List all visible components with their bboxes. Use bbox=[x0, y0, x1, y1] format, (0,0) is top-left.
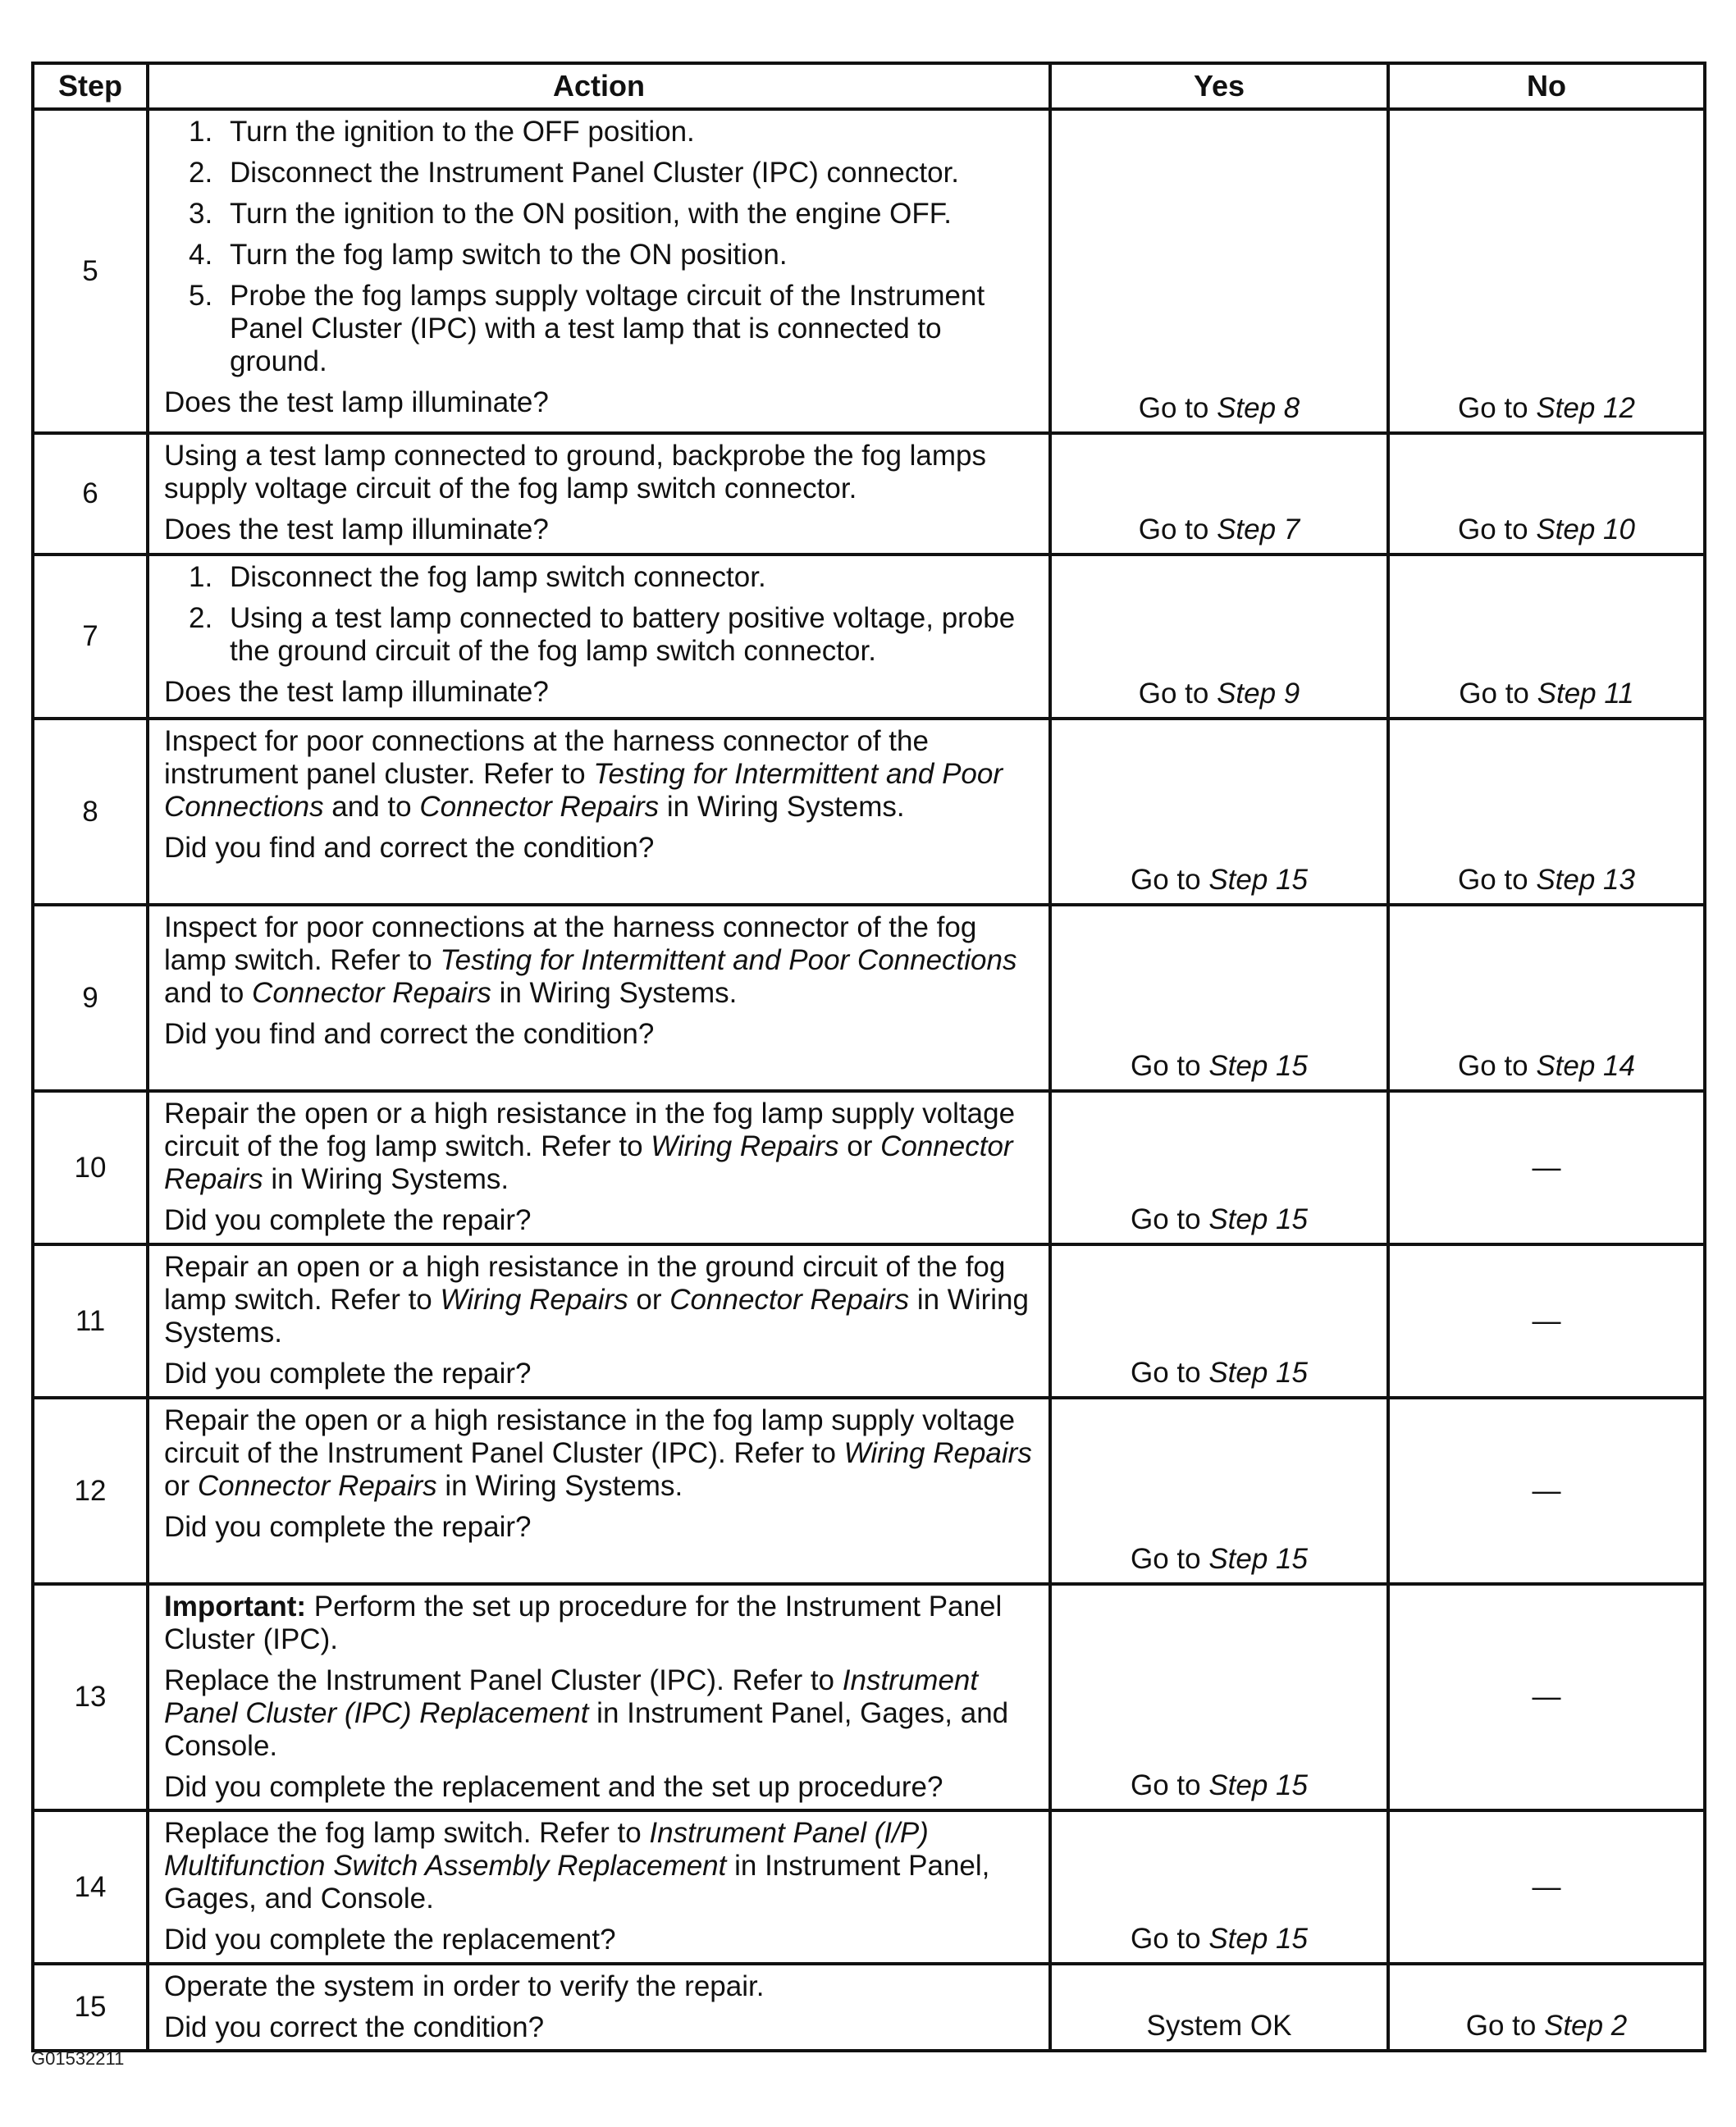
table-row bbox=[33, 433, 1705, 555]
yes-result-text: Go to bbox=[1138, 513, 1217, 545]
procedure-item-text: Disconnect the Instrument Panel Cluster (IPC) connector. bbox=[230, 157, 960, 189]
no-result-text: Go to bbox=[1458, 864, 1537, 896]
action-cell bbox=[148, 555, 1050, 719]
action-text: Using a test lamp connected to ground, backprobe the fog lamps supply voltage circuit of the fog lamp switch connector. bbox=[164, 440, 986, 504]
no-result bbox=[1388, 1810, 1705, 1964]
procedure-item-number: 2. bbox=[189, 602, 213, 634]
action-text: in Instrument Panel, Gages, and Console. bbox=[164, 1697, 1009, 1762]
no-result-dash: — bbox=[1532, 1870, 1561, 1903]
action-text: or bbox=[628, 1284, 670, 1316]
diagnostic-table bbox=[31, 62, 1706, 2052]
no-result bbox=[1388, 1091, 1705, 1244]
header-yes: Yes bbox=[1050, 63, 1388, 109]
yes-result-step-ref: Step 15 bbox=[1208, 1543, 1308, 1575]
no-result bbox=[1388, 1244, 1705, 1398]
action-cell bbox=[148, 1964, 1050, 2051]
header-no: No bbox=[1388, 63, 1705, 109]
yes-result-text: Go to bbox=[1131, 1357, 1209, 1389]
action-text: Replace the Instrument Panel Cluster (IPC). Refer to bbox=[164, 1664, 843, 1696]
action-cell bbox=[148, 1091, 1050, 1244]
reference-link-text: Instrument Panel (I/P) Multifunction Switch Assembly Replacement bbox=[164, 1817, 929, 1882]
action-paragraph bbox=[164, 911, 1037, 1010]
action-text: Perform the set up procedure for the Instrument Panel Cluster (IPC). bbox=[164, 1591, 1003, 1655]
action-cell bbox=[148, 719, 1050, 905]
no-result-text: Go to bbox=[1459, 678, 1537, 710]
no-result bbox=[1388, 905, 1705, 1091]
figure-id: G01532211 bbox=[31, 2048, 125, 2069]
procedure-list bbox=[164, 561, 1037, 668]
yes-result-step-ref: Step 8 bbox=[1217, 392, 1300, 424]
yes-result bbox=[1050, 1091, 1388, 1244]
action-text: Inspect for poor connections at the harness connector of the instrument panel cluster. Refer to bbox=[164, 725, 929, 790]
reference-link-text: Testing for Intermittent and Poor Connections bbox=[440, 944, 1017, 976]
step-number: 15 bbox=[33, 1964, 148, 2051]
action-question: Did you find and correct the condition? bbox=[164, 832, 655, 864]
action-question: Does the test lamp illuminate? bbox=[164, 386, 549, 418]
action-paragraph bbox=[164, 1817, 1037, 1915]
reference-link-text: Wiring Repairs bbox=[843, 1437, 1032, 1469]
yes-result-text: Go to bbox=[1131, 1050, 1209, 1082]
step-number: 9 bbox=[33, 905, 148, 1091]
yes-result bbox=[1050, 1810, 1388, 1964]
yes-result bbox=[1050, 433, 1388, 555]
action-text: in Wiring Systems. bbox=[164, 1284, 1029, 1349]
action-text: Repair an open or a high resistance in the ground circuit of the fog lamp switch. Refer to bbox=[164, 1251, 1006, 1316]
yes-result-step-ref: Step 15 bbox=[1208, 1203, 1308, 1235]
reference-link-text: Wiring Repairs bbox=[651, 1130, 839, 1162]
table-row bbox=[33, 555, 1705, 719]
yes-result bbox=[1050, 905, 1388, 1091]
action-text: in Wiring Systems. bbox=[659, 791, 905, 823]
no-result-step-ref: Step 11 bbox=[1537, 678, 1634, 710]
action-paragraph bbox=[164, 725, 1037, 824]
no-result-text: Go to bbox=[1458, 392, 1537, 424]
no-result-text: Go to bbox=[1458, 513, 1537, 545]
action-text: and to bbox=[164, 977, 253, 1009]
yes-result-text: Go to bbox=[1138, 392, 1217, 424]
procedure-item-text: Turn the ignition to the OFF position. bbox=[230, 116, 695, 148]
action-text: Replace the fog lamp switch. Refer to bbox=[164, 1817, 650, 1849]
no-result bbox=[1388, 109, 1705, 433]
action-paragraph bbox=[164, 1970, 1037, 2003]
header-step: Step bbox=[33, 63, 148, 109]
table-row bbox=[33, 1091, 1705, 1244]
action-question: Did you complete the repair? bbox=[164, 1204, 532, 1236]
yes-result bbox=[1050, 1964, 1388, 2051]
no-result-dash: — bbox=[1532, 1474, 1561, 1507]
action-question: Did you correct the condition? bbox=[164, 2011, 545, 2043]
action-paragraph bbox=[164, 1664, 1037, 1763]
table-row bbox=[33, 1584, 1705, 1810]
action-cell bbox=[148, 433, 1050, 555]
yes-result-step-ref: Step 15 bbox=[1208, 1769, 1308, 1801]
action-cell bbox=[148, 109, 1050, 433]
yes-result-step-ref: Step 9 bbox=[1217, 678, 1300, 710]
procedure-item-text: Turn the ignition to the ON position, with the engine OFF. bbox=[230, 198, 953, 230]
no-result bbox=[1388, 1584, 1705, 1810]
action-text: in Wiring Systems. bbox=[263, 1163, 509, 1195]
action-paragraph bbox=[164, 1591, 1037, 1656]
procedure-item bbox=[164, 239, 1037, 272]
procedure-item-number: 4. bbox=[189, 239, 213, 271]
action-text: in Wiring Systems. bbox=[436, 1470, 683, 1502]
action-text: or bbox=[164, 1470, 198, 1502]
action-cell bbox=[148, 1398, 1050, 1584]
action-cell bbox=[148, 1244, 1050, 1398]
reference-link-text: Connector Repairs bbox=[164, 1130, 1013, 1195]
important-label: Important: bbox=[164, 1591, 307, 1623]
procedure-item-text: Probe the fog lamps supply voltage circuit of the Instrument Panel Cluster (IPC) with a test lamp that is connected to ground. bbox=[230, 280, 985, 377]
action-question: Did you complete the replacement and the set up procedure? bbox=[164, 1771, 943, 1803]
table-row bbox=[33, 1398, 1705, 1584]
reference-link-text: Testing for Intermittent and Poor Connections bbox=[164, 758, 1003, 823]
action-paragraph bbox=[164, 440, 1037, 505]
table-row bbox=[33, 905, 1705, 1091]
no-result-step-ref: Step 2 bbox=[1544, 2010, 1628, 2042]
procedure-list bbox=[164, 116, 1037, 378]
step-number: 8 bbox=[33, 719, 148, 905]
yes-result bbox=[1050, 719, 1388, 905]
step-number: 12 bbox=[33, 1398, 148, 1584]
action-question: Does the test lamp illuminate? bbox=[164, 513, 549, 545]
procedure-item-number: 3. bbox=[189, 198, 213, 230]
yes-result-text: Go to bbox=[1131, 1923, 1209, 1955]
procedure-item bbox=[164, 602, 1037, 668]
yes-result-text: Go to bbox=[1131, 1543, 1209, 1575]
header-row bbox=[33, 63, 1705, 109]
table-row bbox=[33, 1244, 1705, 1398]
procedure-item bbox=[164, 116, 1037, 148]
table-body bbox=[33, 109, 1705, 2051]
action-text: Repair the open or a high resistance in the fog lamp supply voltage circuit of the fog lamp switch. Refer to bbox=[164, 1098, 1016, 1162]
step-number: 11 bbox=[33, 1244, 148, 1398]
action-paragraph bbox=[164, 1251, 1037, 1349]
reference-link-text: Wiring Repairs bbox=[440, 1284, 628, 1316]
yes-result-text: Go to bbox=[1131, 1769, 1209, 1801]
no-result-dash: — bbox=[1532, 1151, 1561, 1184]
no-result bbox=[1388, 719, 1705, 905]
no-result bbox=[1388, 1964, 1705, 2051]
step-number: 13 bbox=[33, 1584, 148, 1810]
action-text: and to bbox=[323, 791, 420, 823]
no-result bbox=[1388, 433, 1705, 555]
no-result-text: Go to bbox=[1465, 2010, 1545, 2042]
procedure-item bbox=[164, 157, 1037, 189]
header-action: Action bbox=[148, 63, 1050, 109]
no-result-step-ref: Step 12 bbox=[1536, 392, 1635, 424]
procedure-item-number: 2. bbox=[189, 157, 213, 189]
table-row bbox=[33, 109, 1705, 433]
yes-result-text: Go to bbox=[1138, 678, 1217, 710]
no-result-dash: — bbox=[1532, 1304, 1561, 1337]
procedure-item-text: Turn the fog lamp switch to the ON position. bbox=[230, 239, 788, 271]
no-result-step-ref: Step 10 bbox=[1536, 513, 1635, 545]
step-number: 6 bbox=[33, 433, 148, 555]
step-number: 5 bbox=[33, 109, 148, 433]
no-result-dash: — bbox=[1532, 1681, 1561, 1713]
action-text: or bbox=[838, 1130, 881, 1162]
step-number: 7 bbox=[33, 555, 148, 719]
yes-result bbox=[1050, 1584, 1388, 1810]
action-question: Does the test lamp illuminate? bbox=[164, 676, 549, 708]
action-cell bbox=[148, 1810, 1050, 1964]
table-row bbox=[33, 719, 1705, 905]
procedure-item-text: Using a test lamp connected to battery positive voltage, probe the ground circuit of the fog lamp switch connector. bbox=[230, 602, 1016, 667]
reference-link-text: Connector Repairs bbox=[252, 977, 491, 1009]
procedure-item-number: 5. bbox=[189, 280, 213, 312]
action-paragraph bbox=[164, 1404, 1037, 1503]
yes-result-text: Go to bbox=[1131, 1203, 1209, 1235]
yes-result bbox=[1050, 1398, 1388, 1584]
yes-result bbox=[1050, 555, 1388, 719]
table-row bbox=[33, 1964, 1705, 2051]
step-number: 14 bbox=[33, 1810, 148, 1964]
action-question: Did you complete the repair? bbox=[164, 1511, 532, 1543]
reference-link-text: Connector Repairs bbox=[669, 1284, 910, 1316]
procedure-item-number: 1. bbox=[189, 116, 213, 148]
action-text: Inspect for poor connections at the harness connector of the fog lamp switch. Refer to bbox=[164, 911, 977, 976]
yes-result-text: Go to bbox=[1131, 864, 1209, 896]
no-result bbox=[1388, 555, 1705, 719]
action-text: in Wiring Systems. bbox=[491, 977, 738, 1009]
action-question: Did you find and correct the condition? bbox=[164, 1018, 655, 1050]
action-text: Repair the open or a high resistance in the fog lamp supply voltage circuit of the Instrument Panel Cluster (IPC). Refer to bbox=[164, 1404, 1016, 1469]
procedure-item bbox=[164, 561, 1037, 594]
action-cell bbox=[148, 1584, 1050, 1810]
yes-result bbox=[1050, 1244, 1388, 1398]
procedure-item-text: Disconnect the fog lamp switch connector. bbox=[230, 561, 766, 593]
action-cell bbox=[148, 905, 1050, 1091]
procedure-item bbox=[164, 280, 1037, 378]
no-result-text: Go to bbox=[1458, 1050, 1537, 1082]
procedure-item-number: 1. bbox=[189, 561, 213, 593]
yes-result-step-ref: Step 15 bbox=[1208, 1923, 1308, 1955]
table-row bbox=[33, 1810, 1705, 1964]
reference-link-text: Connector Repairs bbox=[419, 791, 660, 823]
action-text: Operate the system in order to verify the repair. bbox=[164, 1970, 765, 2002]
yes-result-step-ref: Step 15 bbox=[1208, 864, 1308, 896]
yes-result bbox=[1050, 109, 1388, 433]
step-number: 10 bbox=[33, 1091, 148, 1244]
reference-link-text: Connector Repairs bbox=[197, 1470, 437, 1502]
action-question: Did you complete the repair? bbox=[164, 1358, 532, 1390]
yes-result-step-ref: Step 15 bbox=[1208, 1050, 1308, 1082]
reference-link-text: Instrument Panel Cluster (IPC) Replacement bbox=[164, 1664, 979, 1729]
action-paragraph bbox=[164, 1098, 1037, 1196]
procedure-item bbox=[164, 198, 1037, 231]
action-question: Did you complete the replacement? bbox=[164, 1924, 616, 1956]
action-text: in Instrument Panel, Gages, and Console. bbox=[164, 1850, 990, 1915]
no-result-step-ref: Step 13 bbox=[1536, 864, 1635, 896]
no-result bbox=[1388, 1398, 1705, 1584]
yes-result-step-ref: Step 7 bbox=[1217, 513, 1300, 545]
yes-result-step-ref: Step 15 bbox=[1208, 1357, 1308, 1389]
no-result-step-ref: Step 14 bbox=[1536, 1050, 1635, 1082]
yes-result-text: System OK bbox=[1146, 2010, 1292, 2042]
